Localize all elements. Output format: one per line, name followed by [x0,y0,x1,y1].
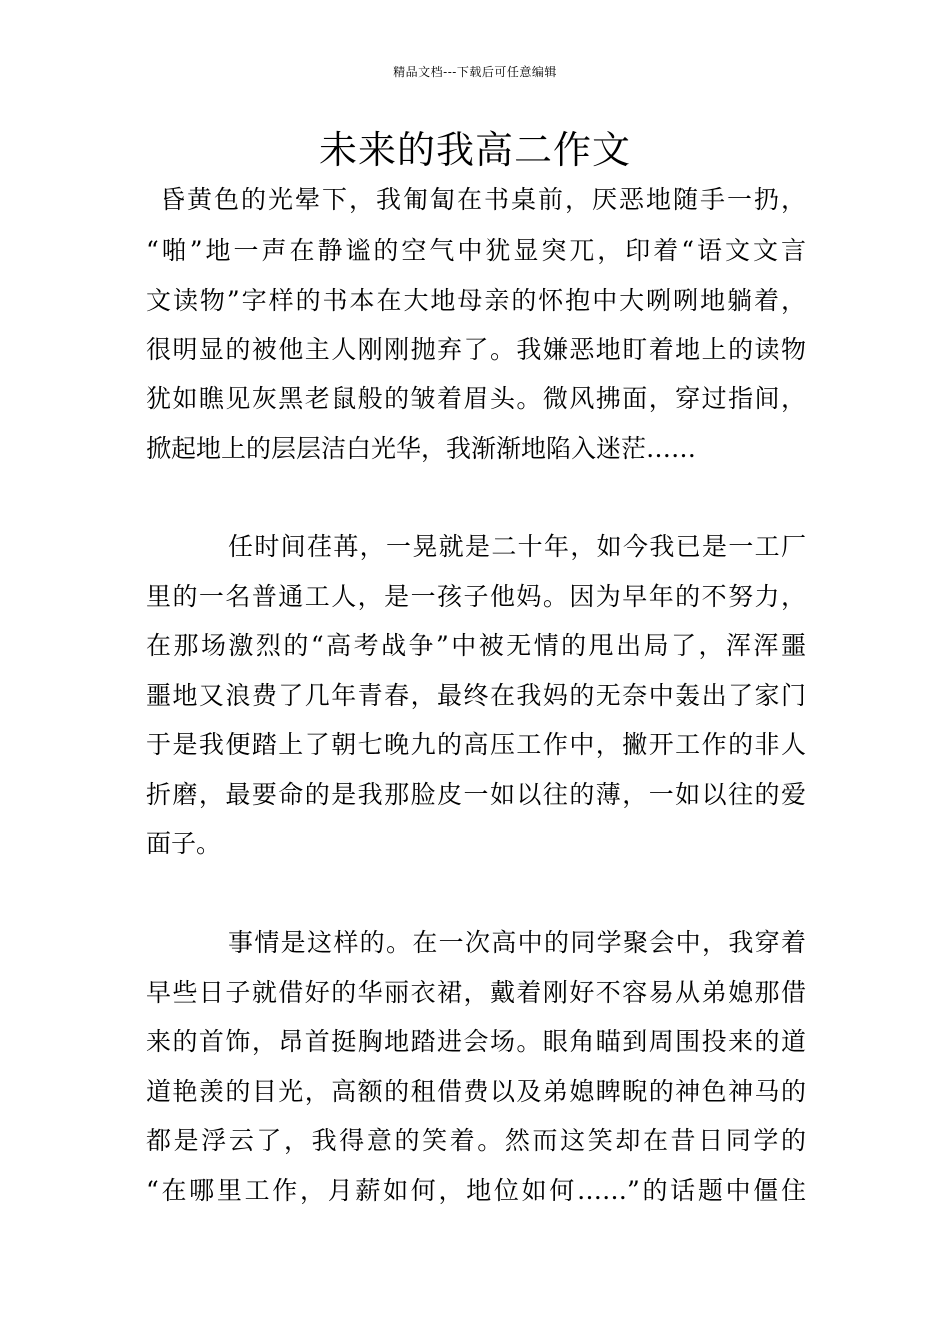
paragraph-line: 折磨，最要命的是我那脸皮一如以往的薄，一如以往的爱 [146,780,806,809]
paragraph-line: 犹如瞧见灰黑老鼠般的皱着眉头。微风拂面，穿过指间， [146,384,806,413]
paragraph-line: 在那场激烈的“高考战争”中被无情的甩出局了，浑浑噩 [146,631,806,660]
paragraph-line: 来的首饰，昂首挺胸地踏进会场。眼角瞄到周围投来的道 [146,1027,806,1056]
header-note: 精品文档---下载后可任意编辑 [393,65,557,79]
paragraph-line: 事情是这样的。在一次高中的同学聚会中，我穿着 [228,928,806,957]
paragraph-line: 道艳羡的目光，高额的租借费以及弟媳睥睨的神色神马的 [146,1077,806,1106]
paragraph-line: 昏黄色的光晕下，我匍匐在书桌前，厌恶地随手一扔， [160,185,806,214]
paragraph-line: 噩地又浪费了几年青春，最终在我妈的无奈中轰出了家门 [146,681,806,710]
paragraph-line: 里的一名普通工人，是一孩子他妈。因为早年的不努力， [146,582,806,611]
paragraph-line: 面子。 [146,829,222,858]
paragraph-line: “啪”地一声在静谧的空气中犹显突兀，印着“语文文言 [146,236,806,265]
paragraph-line: 早些日子就借好的华丽衣裙，戴着刚好不容易从弟媳那借 [146,978,806,1007]
paragraph-line: “在哪里工作，月薪如何，地位如何……”的话题中僵住 [146,1176,806,1205]
paragraph-line: 掀起地上的层层洁白光华，我渐渐地陷入迷茫…… [146,434,697,463]
document-title: 未来的我高二作文 [318,128,631,172]
paragraph-line: 很明显的被他主人刚刚抛弃了。我嫌恶地盯着地上的读物 [146,335,806,364]
paragraph-line: 任时间荏苒，一晃就是二十年，如今我已是一工厂 [228,532,806,561]
paragraph-line: 都是浮云了，我得意的笑着。然而这笑却在昔日同学的 [146,1126,806,1155]
paragraph-line: 于是我便踏上了朝七晚九的高压工作中，撇开工作的非人 [146,730,806,759]
paragraph-line: 文读物”字样的书本在大地母亲的怀抱中大咧咧地躺着， [146,286,806,315]
